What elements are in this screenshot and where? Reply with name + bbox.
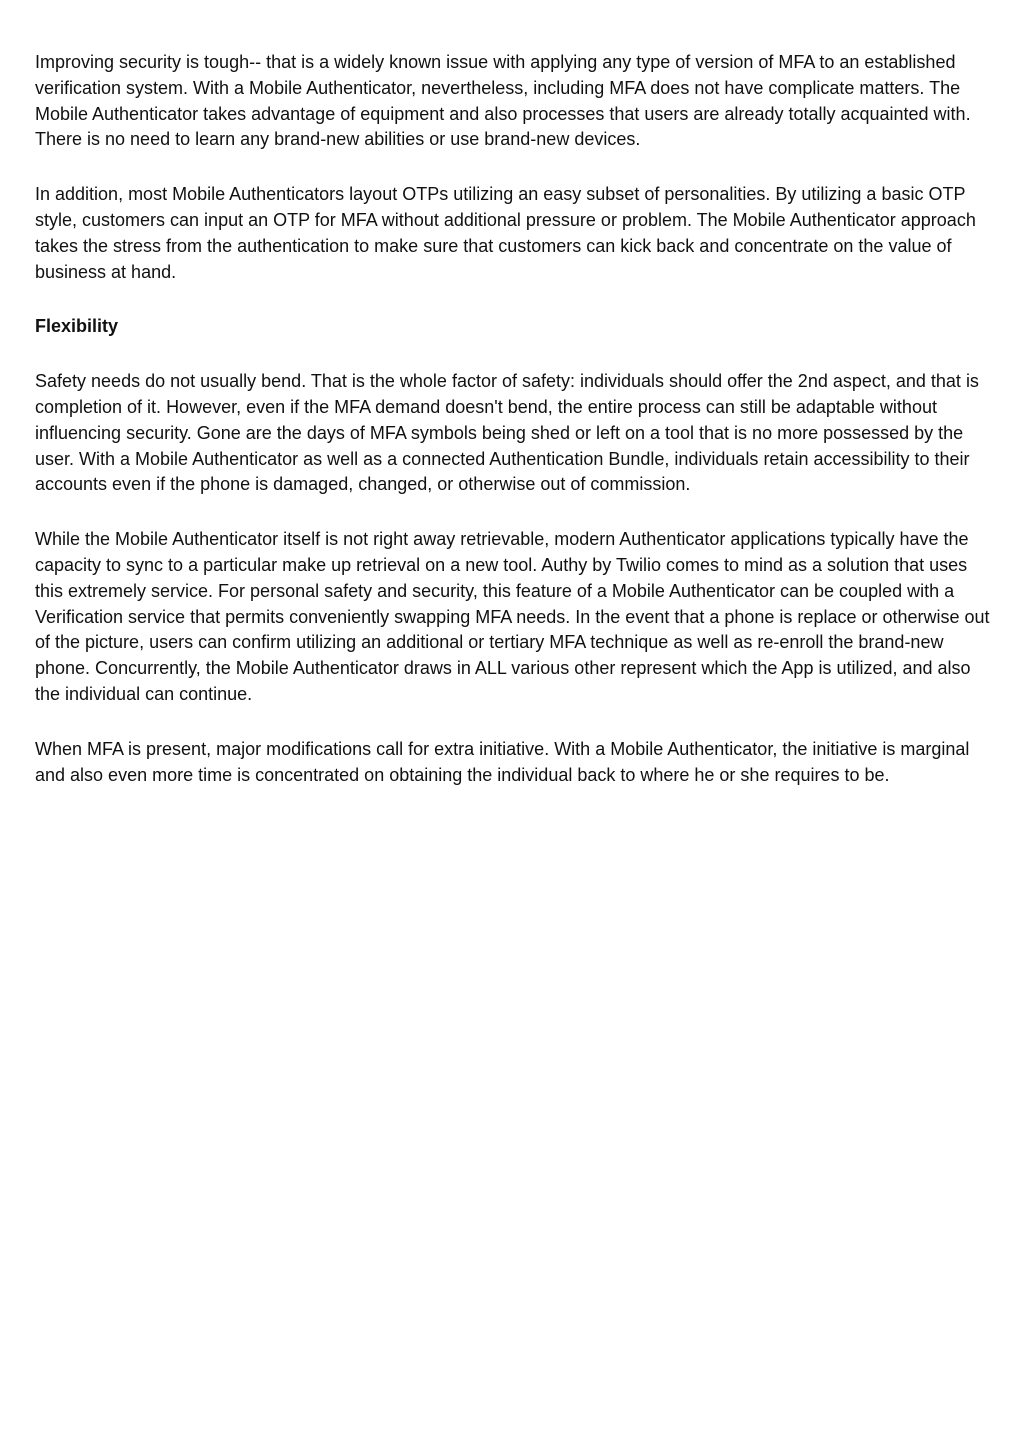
paragraph-otp-style: In addition, most Mobile Authenticators layout OTPs utilizing an easy subset of personalities. By utilizing a basic OTP style, customers can input an OTP for MFA without additional pressure or problem. The Mobile Authenticator approach takes the stress from the authentication to make sure that customers can kick back and concentrate on the value of business at hand.	[35, 184, 976, 282]
paragraph-intro: Improving security is tough-- that is a widely known issue with applying any type of version of MFA to an established verification system. With a Mobile Authenticator, nevertheless, including MFA does not have complicate matters. The Mobile Authenticator takes advantage of equipment and also processes that users are already totally acquainted with. There is no need to learn any brand-new abilities or use brand-new devices.	[35, 52, 971, 150]
section-heading-flexibility: Flexibility	[35, 316, 119, 337]
document-body	[35, 50, 990, 817]
paragraph-safety-needs: Safety needs do not usually bend. That is the whole factor of safety: individuals should offer the 2nd aspect, and that is completion of it. However, even if the MFA demand doesn't bend, the entire process can still be adaptable without influencing security. Gone are the days of MFA symbols being shed or left on a tool that is no more possessed by the user. With a Mobile Authenticator as well as a connected Authentication Bundle, individuals retain accessibility to their accounts even if the phone is damaged, changed, or otherwise out of commission.	[35, 371, 979, 495]
paragraph-mfa-modifications: When MFA is present, major modifications call for extra initiative. With a Mobile Authenticator, the initiative is marginal and also even more time is concentrated on obtaining the individual back to where he or she requires to be.	[35, 738, 970, 785]
paragraph-authenticator-sync: While the Mobile Authenticator itself is not right away retrievable, modern Authenticator applications typically have the capacity to sync to a particular make up retrieval on a new tool. Authy by Twilio comes to mind as a solution that uses this extremely service. For personal safety and security, this feature of a Mobile Authenticator can be coupled with a Verification service that permits conveniently swapping MFA needs. In the event that a phone is replace or otherwise out of the picture, users can confirm utilizing an additional or tertiary MFA technique as well as re-enroll the brand-new phone. Concurrently, the Mobile Authenticator draws in ALL various other represent which the App is utilized, and also the individual can continue.	[35, 529, 990, 704]
